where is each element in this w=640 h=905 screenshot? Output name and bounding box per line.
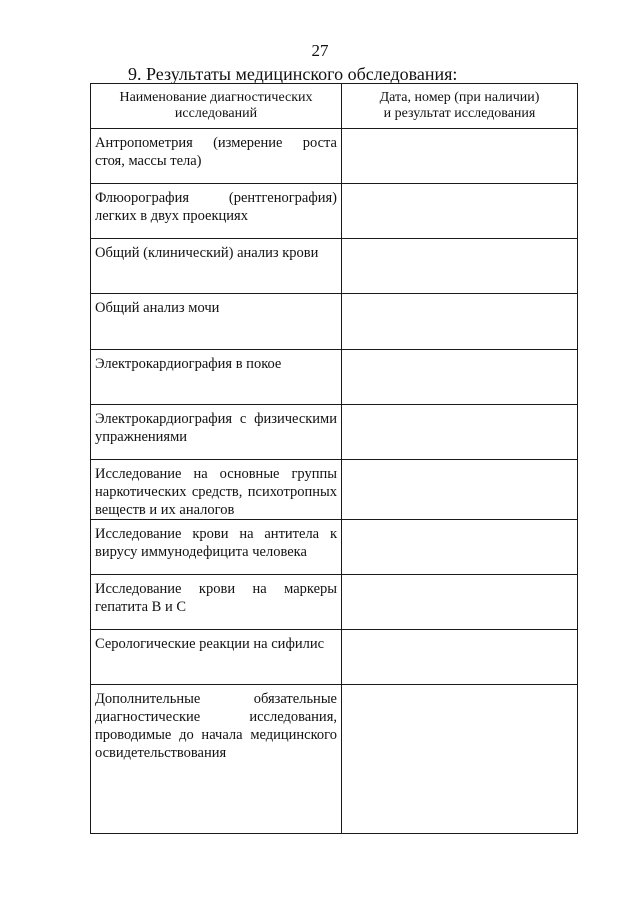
result-cell[interactable] (342, 350, 578, 405)
result-value (342, 630, 577, 635)
test-name-cell (91, 294, 342, 350)
test-name-cell (91, 520, 342, 575)
test-name: Серологические реакции на сифилис (95, 636, 325, 652)
table-row (91, 239, 578, 294)
result-value (342, 685, 577, 690)
test-name: Общий (клинический) анализ крови (95, 245, 319, 261)
test-name-cell (91, 350, 342, 405)
results-table (90, 83, 578, 834)
result-cell[interactable] (342, 294, 578, 350)
result-value (342, 405, 577, 410)
result-value (342, 460, 577, 465)
result-cell[interactable] (342, 520, 578, 575)
test-name-cell (91, 239, 342, 294)
result-value (342, 184, 577, 189)
result-cell[interactable] (342, 405, 578, 460)
result-value (342, 575, 577, 580)
test-name-cell (91, 630, 342, 685)
test-name: Общий анализ мочи (95, 300, 220, 316)
table-row (91, 129, 578, 184)
header-test-name (91, 84, 342, 129)
result-cell[interactable] (342, 575, 578, 630)
result-cell[interactable] (342, 239, 578, 294)
test-name: Флюорография (рентгенография) легких в двух проекциях (95, 190, 337, 224)
result-value (342, 520, 577, 525)
section-title: 9. Результаты медицинского обследования: (128, 64, 458, 84)
result-value (342, 350, 577, 355)
header-test-name-line1: Наименование диагностических (119, 90, 313, 105)
header-result-line2: и результат исследования (383, 106, 536, 121)
test-name: Дополнительные обязательные диагностические исследования, проводимые до начала медицинского освидетельствования (95, 691, 337, 761)
header-result (342, 84, 578, 129)
table-row (91, 575, 578, 630)
table-row (91, 350, 578, 405)
result-cell[interactable] (342, 460, 578, 520)
result-value (342, 294, 577, 299)
table-row (91, 405, 578, 460)
result-cell[interactable] (342, 129, 578, 184)
test-name: Электрокардиография в покое (95, 356, 282, 372)
header-test-name-line2: исследований (174, 106, 258, 121)
table-row (91, 630, 578, 685)
result-cell[interactable] (342, 685, 578, 834)
test-name-cell (91, 129, 342, 184)
result-cell[interactable] (342, 630, 578, 685)
test-name: Исследование крови на антитела к вирусу иммунодефицита человека (95, 526, 337, 560)
result-value (342, 129, 577, 134)
test-name: Электрокардиография с физическими упражнениями (95, 411, 337, 445)
test-name-cell (91, 184, 342, 239)
test-name: Исследование крови на маркеры гепатита B и C (95, 581, 337, 615)
table-row (91, 520, 578, 575)
test-name-cell (91, 405, 342, 460)
table-row (91, 294, 578, 350)
table-row (91, 685, 578, 834)
page-number: 27 (311, 41, 329, 60)
test-name-cell (91, 685, 342, 834)
table-row (91, 460, 578, 520)
table-header-row (91, 84, 578, 129)
header-result-line1: Дата, номер (при наличии) (379, 90, 540, 105)
result-value (342, 239, 577, 244)
test-name-cell (91, 460, 342, 520)
table-row (91, 184, 578, 239)
result-cell[interactable] (342, 184, 578, 239)
test-name-cell (91, 575, 342, 630)
test-name: Антропометрия (измерение роста стоя, массы тела) (95, 135, 337, 169)
test-name: Исследование на основные группы наркотических средств, психотропных веществ и их аналогов (95, 466, 337, 518)
